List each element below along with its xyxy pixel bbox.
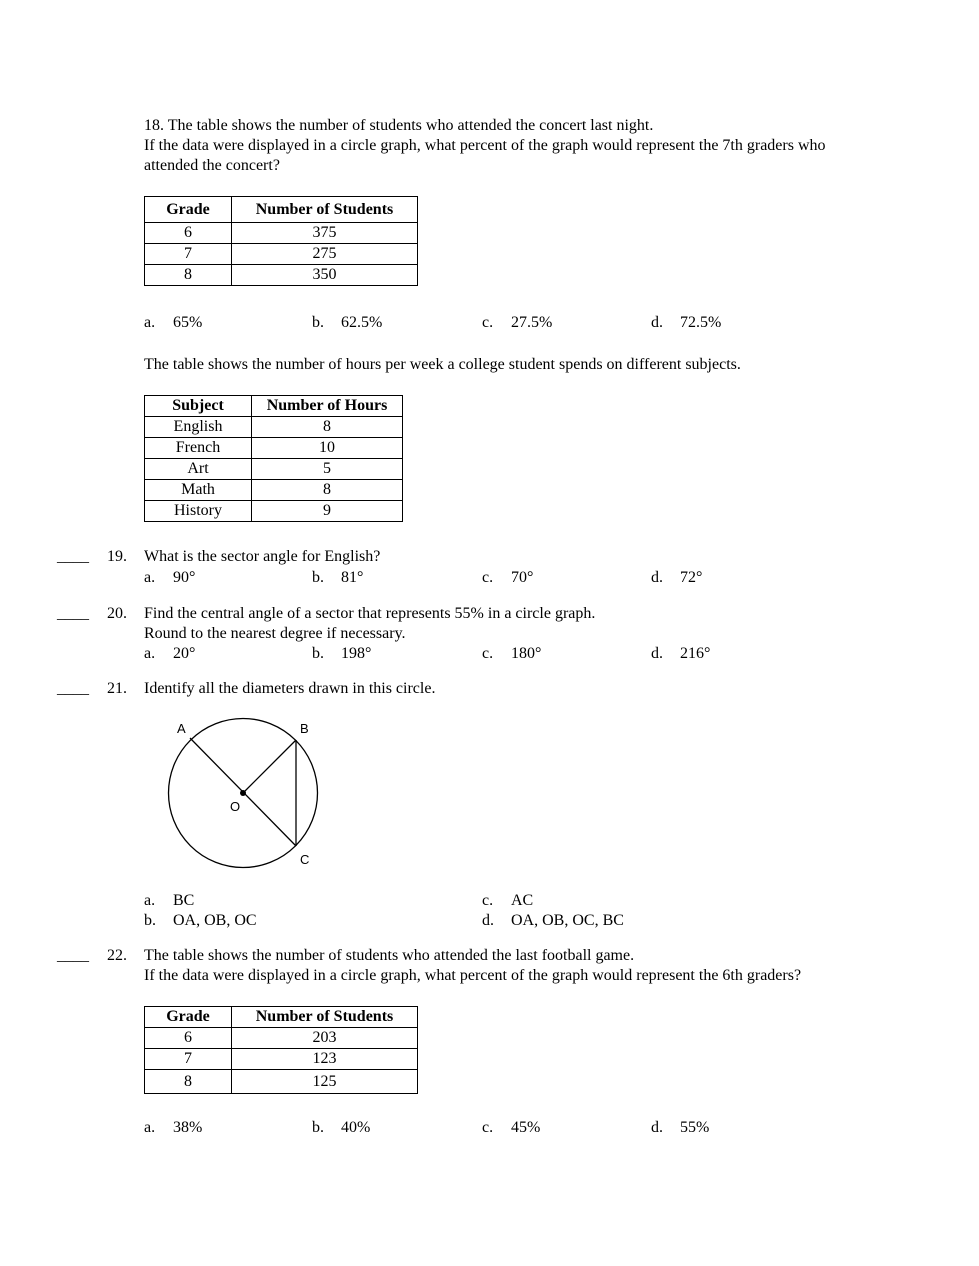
table-cell: English — [145, 417, 252, 438]
table-cell: 5 — [252, 459, 403, 480]
table-row — [145, 1049, 418, 1070]
q21-answer-blank[interactable]: ____ — [57, 680, 89, 697]
q19-choice-c: c. 70° — [482, 569, 534, 586]
table-row — [145, 244, 418, 265]
table-cell: Math — [145, 480, 252, 501]
label-a: A — [177, 721, 186, 736]
q21-choice-b: b. OA, OB, OC — [144, 912, 257, 929]
q20-choice-d: d. 216° — [651, 645, 711, 662]
table-cell: 10 — [252, 438, 403, 459]
hours-table — [144, 395, 403, 522]
table-cell: 275 — [232, 244, 418, 265]
q18-line2: If the data were displayed in a circle graph, what percent of the graph would represent the 7th graders who — [144, 137, 826, 154]
table-cell: 125 — [232, 1070, 418, 1094]
hours-table-header-hours: Number of Hours — [252, 396, 403, 417]
q19-choice-a: a. 90° — [144, 569, 196, 586]
q20-line2: Round to the nearest degree if necessary. — [144, 625, 406, 642]
q20-answer-blank[interactable]: ____ — [57, 605, 89, 622]
table-row — [145, 417, 403, 438]
q18-choice-a: a. 65% — [144, 314, 203, 331]
table-cell: 8 — [252, 480, 403, 501]
table-cell: 350 — [232, 265, 418, 286]
circle-diagram — [160, 712, 330, 882]
q22-table-header-students: Number of Students — [232, 1007, 418, 1028]
q21-choice-c: c. AC — [482, 892, 534, 909]
q22-choice-d: d. 55% — [651, 1119, 710, 1136]
table-cell: 8 — [145, 1070, 232, 1094]
table-cell: History — [145, 501, 252, 522]
table-cell: 6 — [145, 1028, 232, 1049]
q19-choice-d: d. 72° — [651, 569, 703, 586]
table-cell: 203 — [232, 1028, 418, 1049]
table-row — [145, 438, 403, 459]
q18-choice-d: d. 72.5% — [651, 314, 722, 331]
q22-choice-a: a. 38% — [144, 1119, 203, 1136]
q18-choice-c: c. 27.5% — [482, 314, 553, 331]
table-cell: 7 — [145, 244, 232, 265]
hours-table-header-subject: Subject — [145, 396, 252, 417]
q22-choice-b: b. 40% — [312, 1119, 371, 1136]
q21-choice-d: d. OA, OB, OC, BC — [482, 912, 624, 929]
q18-table — [144, 196, 418, 286]
table-cell: 375 — [232, 223, 418, 244]
table-row — [145, 265, 418, 286]
table-cell: French — [145, 438, 252, 459]
table-cell: 8 — [252, 417, 403, 438]
q22-choice-c: c. 45% — [482, 1119, 541, 1136]
q18-line1: 18. The table shows the number of students who attended the concert last night. — [144, 117, 654, 134]
q22-answer-blank[interactable]: ____ — [57, 947, 89, 964]
table-row — [145, 501, 403, 522]
q21-choice-a: a. BC — [144, 892, 195, 909]
q22-number: 22. — [107, 947, 127, 964]
q20-choice-b: b. 198° — [312, 645, 372, 662]
q20-number: 20. — [107, 605, 127, 622]
label-b: B — [300, 721, 309, 736]
label-o: O — [230, 799, 241, 814]
q20-choice-c: c. 180° — [482, 645, 542, 662]
q22-line2: If the data were displayed in a circle graph, what percent of the graph would represent the 6th graders? — [144, 967, 802, 984]
hours-intro: The table shows the number of hours per week a college student spends on different subjects. — [144, 356, 741, 373]
table-cell: 9 — [252, 501, 403, 522]
q22-line1: The table shows the number of students who attended the last football game. — [144, 947, 635, 964]
q22-table-header-grade: Grade — [145, 1007, 232, 1028]
q22-table — [144, 1006, 418, 1094]
table-row — [145, 223, 418, 244]
q18-line3: attended the concert? — [144, 157, 280, 174]
q19-choice-b: b. 81° — [312, 569, 364, 586]
q19-answer-blank[interactable]: ____ — [57, 548, 89, 565]
q20-choice-a: a. 20° — [144, 645, 196, 662]
q18-table-header-grade: Grade — [145, 197, 232, 223]
q20-line1: Find the central angle of a sector that represents 55% in a circle graph. — [144, 605, 596, 622]
q18-table-header-students: Number of Students — [232, 197, 418, 223]
table-row — [145, 459, 403, 480]
table-row — [145, 480, 403, 501]
table-cell: 8 — [145, 265, 232, 286]
table-cell: 6 — [145, 223, 232, 244]
q21-number: 21. — [107, 680, 127, 697]
segment-ob — [243, 740, 296, 793]
table-cell: 123 — [232, 1049, 418, 1070]
q19-text: What is the sector angle for English? — [144, 548, 381, 565]
center-point — [240, 790, 246, 796]
label-c: C — [300, 852, 310, 867]
q19-number: 19. — [107, 548, 127, 565]
q21-text: Identify all the diameters drawn in this circle. — [144, 680, 436, 697]
table-cell: 7 — [145, 1049, 232, 1070]
table-cell: Art — [145, 459, 252, 480]
table-row — [145, 1070, 418, 1094]
table-row — [145, 1028, 418, 1049]
q18-choice-b: b. 62.5% — [312, 314, 383, 331]
